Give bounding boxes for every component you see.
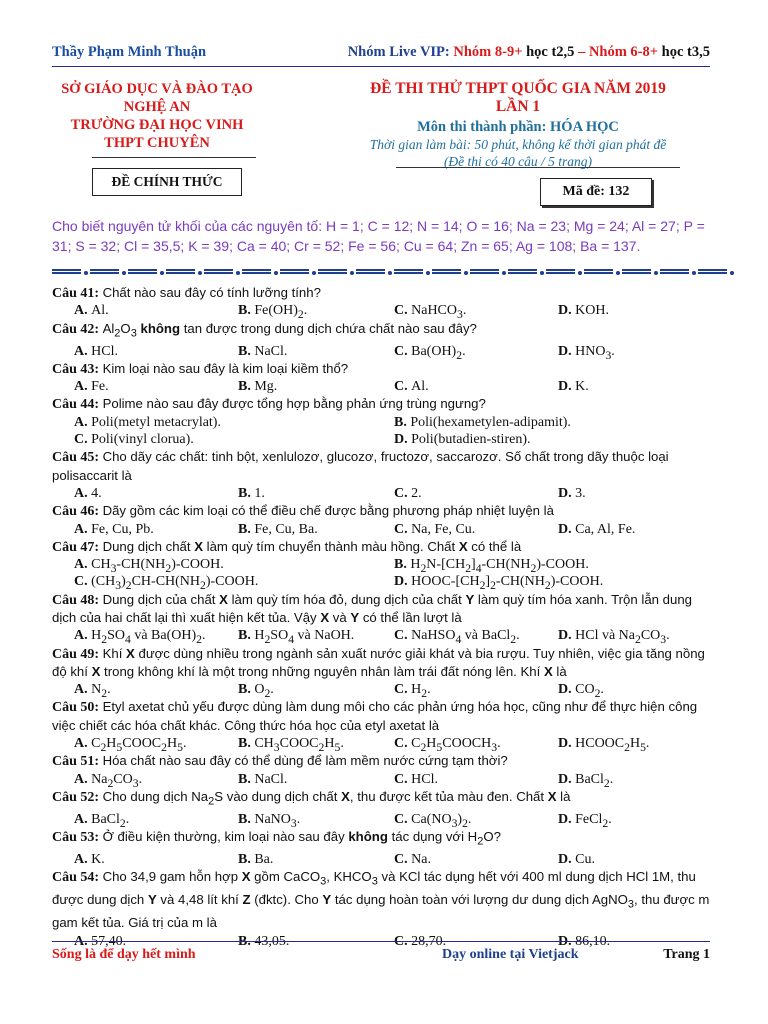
- answer-option-c[interactable]: C. NaHSO$_4$ và BaCl$_2$.: [394, 628, 520, 647]
- author-name: Thầy Phạm Minh Thuận: [52, 44, 207, 60]
- answer-option-b[interactable]: B. $H_2N-[CH_2]_4-CH(NH_2)$-COOH.: [394, 557, 589, 575]
- answer-option-c[interactable]: C. 2.: [394, 485, 422, 501]
- divider-dot: [730, 271, 734, 275]
- answer-option-d[interactable]: D. $HCOOC_2H_5$.: [558, 736, 650, 754]
- answer-option-d[interactable]: D. HOOC-$[CH_2]_2-CH(NH_2)$-COOH.: [394, 574, 604, 593]
- divider-dot: [578, 271, 582, 275]
- answer-option-c[interactable]: C. Na, Fe, Cu.: [394, 521, 476, 537]
- answer-option-b[interactable]: B. Ba.: [238, 852, 274, 868]
- divider-bar: [90, 269, 119, 274]
- question-text: Etyl axetat chủ yếu được dùng làm dung môi cho các phản ứng hóa học, cũng như để thực hiện công việc chiết các hóa chất khác. Công thức hóa học của etyl axetat là: [52, 699, 698, 733]
- question-number: Câu 41:: [52, 286, 103, 301]
- decorative-divider: [52, 262, 714, 276]
- answer-row: [52, 343, 718, 360]
- divider-bar: [166, 269, 195, 274]
- divider-dot: [160, 271, 164, 275]
- divider-dot: [692, 271, 696, 275]
- divider-dot: [84, 271, 88, 275]
- title-divider: [396, 167, 680, 168]
- divider-dot: [388, 271, 392, 275]
- answer-option-b[interactable]: B. 43,05.: [238, 933, 290, 949]
- answer-option-d[interactable]: D. $CO_2$.: [558, 682, 604, 700]
- divider-dot: [540, 271, 544, 275]
- answer-option-c[interactable]: C. $Ba(OH)_2$.: [394, 343, 466, 362]
- exam-title-block: [318, 80, 718, 170]
- answer-row: [52, 378, 718, 395]
- question-number: Câu 54:: [52, 870, 103, 886]
- question-stem: [52, 502, 718, 520]
- divider-bar: [242, 269, 271, 274]
- divider-bar: [698, 269, 727, 274]
- question-text: Dung dịch của chất X làm quỳ tím hóa đỏ, dung dịch của chất Y làm quỳ tím hóa xanh. Trộn lẫn dung dịch của hai chất lại thì xuất hiện kết tủa. Vậy X và Y có thể lần lượt là: [52, 591, 692, 625]
- answer-row: [52, 302, 718, 322]
- answer-option-a[interactable]: A. $CH_3-CH(NH_2)$-COOH.: [74, 557, 224, 575]
- school-divider: [92, 157, 256, 158]
- answer-row: [52, 735, 718, 752]
- answer-option-c[interactable]: C. Poli(vinyl clorua).: [74, 432, 194, 448]
- divider-dot: [312, 271, 316, 275]
- answer-option-a[interactable]: A. 4.: [74, 485, 102, 501]
- divider-bar: [394, 269, 423, 274]
- group-separator: –: [578, 44, 586, 60]
- question-number: Câu 50:: [52, 700, 103, 716]
- answer-option-d[interactable]: D. HCl và $Na_2CO_3$.: [558, 628, 670, 647]
- exam-round: LẦN 1: [495, 98, 541, 115]
- page-footer: [52, 947, 710, 967]
- question-number: Câu 45:: [52, 450, 103, 466]
- answer-option-c[interactable]: C. $(CH_3)_2CH-CH(NH_2)$-COOH.: [74, 574, 259, 593]
- answer-row: [52, 485, 718, 502]
- divider-dot: [274, 271, 278, 275]
- school-department: SỞ GIÁO DỤC VÀ ĐÀO TẠO: [61, 81, 253, 97]
- question-stem: [52, 868, 718, 932]
- group-b-level: Nhóm 6-8+: [588, 44, 659, 60]
- answer-option-a[interactable]: A. $H_2SO_4$ và $Ba(OH)_2$.: [74, 628, 206, 647]
- question-text: Chất nào sau đây có tính lưỡng tính?: [102, 285, 321, 300]
- divider-bar: [660, 269, 689, 274]
- group-label: Nhóm Live VIP:: [347, 44, 450, 60]
- question-number: Câu 48:: [52, 592, 103, 608]
- exam-title: ĐỀ THI THỬ THPT QUỐC GIA NĂM 2019: [370, 80, 666, 97]
- answer-option-c[interactable]: C. $Ca(NO_3)_2$.: [394, 811, 472, 830]
- answer-option-d[interactable]: D. BaCl$_2$.: [558, 771, 614, 790]
- question-number: Câu 43:: [52, 361, 103, 377]
- question-number: Câu 42:: [52, 321, 103, 337]
- answer-option-a[interactable]: A. Al.: [74, 303, 109, 319]
- divider-bar: [280, 269, 309, 274]
- school-block: [52, 80, 262, 152]
- school-university: TRƯỜNG ĐẠI HỌC VINH: [70, 117, 244, 133]
- question-stem: [52, 320, 718, 343]
- answer-option-a[interactable]: A. K.: [74, 852, 105, 868]
- answer-option-a[interactable]: A. $C_2H_5COOC_2H_5$.: [74, 736, 187, 754]
- answer-option-c[interactable]: C. 28,70.: [394, 933, 447, 949]
- answer-option-d[interactable]: D. Poli(butadien-stiren).: [394, 432, 531, 448]
- answer-option-b[interactable]: B. Mg.: [238, 379, 278, 395]
- answer-option-a[interactable]: A. Fe, Cu, Pb.: [74, 521, 154, 537]
- answer-row: [52, 414, 718, 431]
- group-schedule: [348, 44, 710, 61]
- official-exam-label: ĐỀ CHÍNH THỨC: [92, 168, 242, 196]
- answer-option-a[interactable]: A. HCl.: [74, 343, 118, 359]
- question-text: $Al_2O_3$ không tan được trong dung dịch chứa chất nào sau đây?: [102, 320, 477, 340]
- divider-bar: [546, 269, 575, 274]
- question-text: Dung dịch chất X làm quỳ tím chuyển thành màu hồng. Chất X có thể là: [102, 538, 522, 554]
- footer-divider: [52, 941, 710, 942]
- question-stem: [52, 698, 718, 735]
- answer-option-d[interactable]: D. 3.: [558, 485, 586, 501]
- question-number: Câu 46:: [52, 504, 103, 520]
- question-text: Polime nào sau đây được tổng hợp bằng phản ứng trùng ngưng?: [102, 396, 486, 412]
- answer-row: [52, 851, 718, 868]
- answer-option-b[interactable]: B. $Fe(OH)_2$.: [238, 303, 308, 322]
- answer-option-a[interactable]: A. 57,40.: [74, 933, 127, 949]
- divider-bar: [318, 269, 347, 274]
- exam-time-note: Thời gian làm bài: 50 phút, không kể thời gian phát đề: [369, 137, 667, 152]
- question-stem: [52, 538, 718, 556]
- answer-option-c[interactable]: C. $H_2$.: [394, 682, 431, 700]
- question-number: Câu 44:: [52, 397, 103, 413]
- header-divider: [52, 66, 710, 67]
- divider-dot: [464, 271, 468, 275]
- divider-bar: [204, 269, 233, 274]
- divider-dot: [654, 271, 658, 275]
- answer-option-d[interactable]: D. KOH.: [558, 303, 609, 319]
- divider-bar: [52, 269, 81, 274]
- page-number: Trang 1: [663, 947, 710, 962]
- divider-dot: [502, 271, 506, 275]
- question-text: Dãy gồm các kim loại có thể điều chế được bằng phương pháp nhiệt luyện là: [102, 503, 554, 519]
- answer-option-b[interactable]: B. Poli(hexametylen-adipamit).: [394, 414, 571, 430]
- question-text: Cho 34,9 gam hỗn hợp X gồm CaCO$_3$, $KHCO_3$ và KCl tác dụng hết với 400 ml dung dịch HCl 1M, thu được dung dịch Y và 4,48 lít khí Z (đktc). Cho Y tác dụng hoàn toàn với lượng dư dung dịch AgNO$_3$, thu được m gam kết tủa. Giá trị của m là: [52, 869, 710, 931]
- divider-dot: [236, 271, 240, 275]
- answer-option-b[interactable]: B. 1.: [238, 485, 265, 501]
- answer-option-b[interactable]: B. $O_2$.: [238, 682, 274, 700]
- question-stem: [52, 395, 718, 413]
- question-number: Câu 49:: [52, 646, 103, 662]
- answer-option-b[interactable]: B. NaCl.: [238, 343, 288, 359]
- exam-pages-note: (Đề thi có 40 câu / 5 trang): [443, 154, 593, 169]
- divider-dot: [350, 271, 354, 275]
- answer-option-d[interactable]: D. $HNO_3$.: [558, 343, 615, 362]
- divider-bar: [432, 269, 461, 274]
- question-text: Kim loại nào sau đây là kim loại kiềm thổ?: [102, 360, 349, 376]
- divider-bar: [508, 269, 537, 274]
- divider-dot: [122, 271, 126, 275]
- question-stem: [52, 788, 718, 811]
- answer-option-c[interactable]: C. Na.: [394, 852, 431, 868]
- divider-dot: [198, 271, 202, 275]
- question-stem: [52, 284, 718, 302]
- answer-row: [52, 573, 718, 593]
- question-text: Cho dãy các chất: tinh bột, xenlulozơ, glucozơ, fructozơ, saccarozơ. Số chất trong dãy thuộc loại polisaccarit là: [52, 449, 669, 483]
- answer-row: [52, 627, 718, 647]
- answer-row: [52, 681, 718, 698]
- answer-option-b[interactable]: B. $CH_3COOC_2H_5$.: [238, 736, 344, 754]
- question-number: Câu 52:: [52, 789, 103, 805]
- atomic-masses-note: Cho biết nguyên tử khối của các nguyên tố: H = 1; C = 12; N = 14; O = 16; Na = 23; Mg = 24; Al = 27; P = 31; S = 32; Cl = 35,5; K = 39; Ca = 40; Cr = 52; Fe = 56; Cu = 64; Zn = 65; Ag = 108; Ba = 137.: [52, 218, 705, 254]
- school-name: THPT CHUYÊN: [104, 135, 210, 151]
- answer-row: [52, 521, 718, 538]
- exam-code-box: Mã đề: 132: [540, 178, 652, 206]
- answer-option-a[interactable]: A. Poli(metyl metacrylat).: [74, 414, 221, 430]
- question-number: Câu 53:: [52, 830, 103, 846]
- answer-option-c[interactable]: C. $C_2H_5COOCH_3$.: [394, 736, 501, 754]
- exam-subject: Môn thi thành phần: HÓA HỌC: [417, 119, 619, 135]
- answer-option-b[interactable]: B. NaNO$_3$.: [238, 811, 301, 830]
- answer-option-d[interactable]: D. Cu.: [558, 852, 595, 868]
- divider-bar: [622, 269, 651, 274]
- answer-row: [52, 811, 718, 828]
- divider-dot: [616, 271, 620, 275]
- footer-site: Dạy online tại Vietjack: [442, 947, 579, 962]
- answer-option-a[interactable]: A. Fe.: [74, 379, 109, 395]
- question-stem: [52, 645, 718, 682]
- question-text: Cho dung dịch $Na_2S$ vào dung dịch chất X, thu được kết tủa màu đen. Chất X là: [102, 788, 571, 808]
- divider-bar: [470, 269, 499, 274]
- answer-option-d[interactable]: D. FeCl$_2$.: [558, 811, 612, 830]
- answer-option-d[interactable]: D. 86,10.: [558, 933, 611, 949]
- answer-option-b[interactable]: B. Fe, Cu, Ba.: [238, 521, 318, 537]
- page-header: [52, 44, 710, 64]
- question-stem: [52, 591, 718, 628]
- question-stem: [52, 448, 718, 485]
- group-a-time: học t2,5: [526, 44, 575, 60]
- answer-option-b[interactable]: B. $H_2SO_4$ và NaOH.: [238, 628, 355, 647]
- answer-option-d[interactable]: D. Ca, Al, Fe.: [558, 521, 636, 537]
- question-text: Ở điều kiện thường, kim loại nào sau đây không tác dụng với $H_2O$?: [102, 829, 501, 848]
- question-number: Câu 51:: [52, 754, 103, 770]
- question-number: Câu 47:: [52, 539, 103, 555]
- divider-bar: [356, 269, 385, 274]
- divider-dot: [426, 271, 430, 275]
- answer-option-a[interactable]: A. $N_2$.: [74, 682, 111, 700]
- school-province: NGHỆ AN: [123, 99, 191, 115]
- answer-option-d[interactable]: D. K.: [558, 379, 589, 395]
- divider-bar: [584, 269, 613, 274]
- question-stem: [52, 360, 718, 378]
- divider-bar: [128, 269, 157, 274]
- answer-option-c[interactable]: C. HCl.: [394, 771, 438, 787]
- answer-option-b[interactable]: B. NaCl.: [238, 771, 288, 787]
- answer-option-c[interactable]: C. NaHCO$_3$.: [394, 303, 467, 322]
- answer-option-a[interactable]: A. BaCl$_2$.: [74, 811, 130, 830]
- group-a-level: Nhóm 8-9+: [453, 44, 523, 60]
- question-text: Khí X được dùng nhiều trong ngành sản xuất nước giải khát và bia rượu. Tuy nhiên, việc gia tăng nồng độ khí X trong không khí là một trong những nguyên nhân làm trái đất nóng lên. Khí X là: [52, 645, 705, 679]
- answer-option-c[interactable]: C. Al.: [394, 379, 429, 395]
- question-stem: [52, 828, 718, 851]
- question-list: [52, 284, 718, 950]
- answer-row: [52, 556, 718, 573]
- question-text: Hóa chất nào sau đây có thể dùng để làm mềm nước cứng tạm thời?: [102, 753, 508, 769]
- group-b-time: học t3,5: [661, 44, 710, 60]
- answer-row: [52, 431, 718, 448]
- footer-motto: Sống là để dạy hết mình: [52, 947, 196, 962]
- answer-option-a[interactable]: A. $Na_2CO_3$.: [74, 771, 143, 790]
- answer-row: [52, 771, 718, 788]
